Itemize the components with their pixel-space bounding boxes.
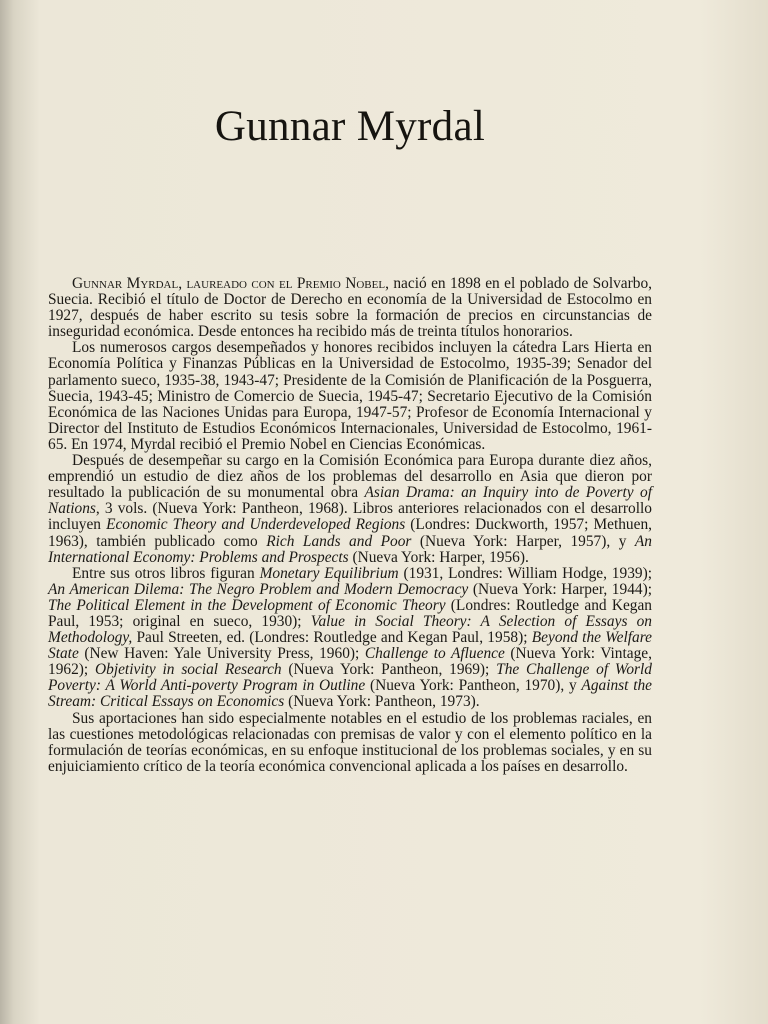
book-title-american-dilema: An American Dilema: The Negro Problem and Modern Democracy xyxy=(48,580,469,598)
p4-text-3: (Nueva York: Harper, 1944); xyxy=(468,580,652,598)
paragraph-2: Los numerosos cargos desempeñados y honores recibidos incluyen la cátedra Lars Hierta en Economía Política y Finanzas Públicas en la Universidad de Estocolmo, 1935-39; Senador del parlamento sueco, 1935-38, 1943-47; Presidente de la Comisión de Planificación de la Posguerra, Suecia, 1943-45; Ministro de Comercio de Suecia, 1945-47; Secretario Ejecutivo de la Comisión Económica de las Naciones Unidas para Europa, 1947-57; Profesor de Economía Internacional y Director del Instituto de Estudios Económicos Internacionales, Universidad de Estocolmo, 1961-65. En 1974, Myrdal recibió el Premio Nobel en Ciencias Económicas. xyxy=(48,339,652,453)
book-title-economic-theory: Economic Theory and Underdeveloped Regions xyxy=(106,516,406,534)
paragraph-3 xyxy=(48,453,652,566)
p4-text-7: (Nueva York: Vintage, 1962); xyxy=(48,645,652,679)
book-title-objetivity: Objetivity in social Research xyxy=(95,661,282,679)
p4-text-10: (Nueva York: Pantheon, 1973). xyxy=(284,693,480,711)
book-title-political-element: The Political Element in the Development of Economic Theory xyxy=(48,596,446,614)
paragraph-1 xyxy=(48,276,652,340)
biography-text xyxy=(48,276,652,775)
p3-text-2: , 3 vols. (Nueva York: Pantheon, 1968). Libros anteriores relacionados con el desarrollo incluyen xyxy=(48,500,652,534)
p3-text-3: (Londres: Duckworth, 1957; Methuen, 1963), también publicado como xyxy=(48,516,652,550)
page-title: Gunnar Myrdal xyxy=(214,103,486,150)
paragraph-4 xyxy=(48,566,652,711)
book-title-rich-lands: Rich Lands and Poor xyxy=(266,532,412,550)
p4-text-4: (Londres: Routledge and Kegan Paul, 1953; original en sueco, 1930); xyxy=(48,596,653,630)
p3-text-4: (Nueva York: Harper, 1957), y xyxy=(411,532,635,550)
book-title-welfare-state: Beyond the Welfare State xyxy=(48,629,652,663)
paragraph-5: Sus aportaciones han sido especialmente notables en el estudio de los problemas raciales, en las cuestiones metodológicas relacionadas con premisas de valor y con el elemento político en la formulación de teorías económicas, en su enfoque institucional de los problemas sociales, y en su enjuiciamiento crítico de la teoría económica convencional aplicada a los países en desarrollo. xyxy=(48,709,652,775)
p3-text-5: (Nueva York: Harper, 1956). xyxy=(348,548,529,566)
p3-text-1: Después de desempeñar su cargo en la Comisión Económica para Europa durante diez años, emprendió un estudio de diez años de los problemas del desarrollo en Asia que dieron por resultado la publicación de su monumental obra xyxy=(48,452,652,502)
p4-text-8: (Nueva York: Pantheon, 1969); xyxy=(281,661,497,679)
p4-text-9: (Nueva York: Pantheon, 1970), y xyxy=(365,677,582,695)
book-title-against-stream: Against the Stream: Critical Essays on Economics xyxy=(48,677,653,711)
book-title-challenge-afluence: Challenge to Afluence xyxy=(364,645,505,663)
p4-text-6: (New Haven: Yale University Press, 1960); xyxy=(78,645,365,663)
p4-text-2: (1931, Londres: William Hodge, 1939); xyxy=(398,564,652,582)
book-title-value-social-theory: Value in Social Theory: A Selection of Essays on Methodology, xyxy=(48,612,652,647)
p4-text-5: Paul Streeten, ed. (Londres: Routledge and Kegan Paul, 1958); xyxy=(132,629,532,647)
paragraph-1-text: , nació en 1898 en el poblado de Solvarbo, Suecia. Recibió el título de Doctor de Derecho en economía de la Universidad de Estocolmo en 1927, después de haber escrito su tesis sobre la formación de precios en circunstancias de inseguridad económica. Desde entonces ha recibido más de treinta títulos honorarios. xyxy=(48,275,652,341)
book-title-international-economy: An International Economy: Problems and Prospects xyxy=(48,532,653,566)
book-title-asian-drama: Asian Drama: an Inquiry into de Poverty of Nations xyxy=(48,484,652,518)
p4-text-1: Entre sus otros libros figuran xyxy=(72,564,260,582)
lead-smallcaps: Gunnar Myrdal, laureado con el Premio Nobel xyxy=(72,275,386,292)
book-title-monetary-equilibrium: Monetary Equilibrium xyxy=(259,564,399,582)
book-title-world-poverty: The Challenge of World Poverty: A World Anti-poverty Program in Outline xyxy=(48,661,652,695)
